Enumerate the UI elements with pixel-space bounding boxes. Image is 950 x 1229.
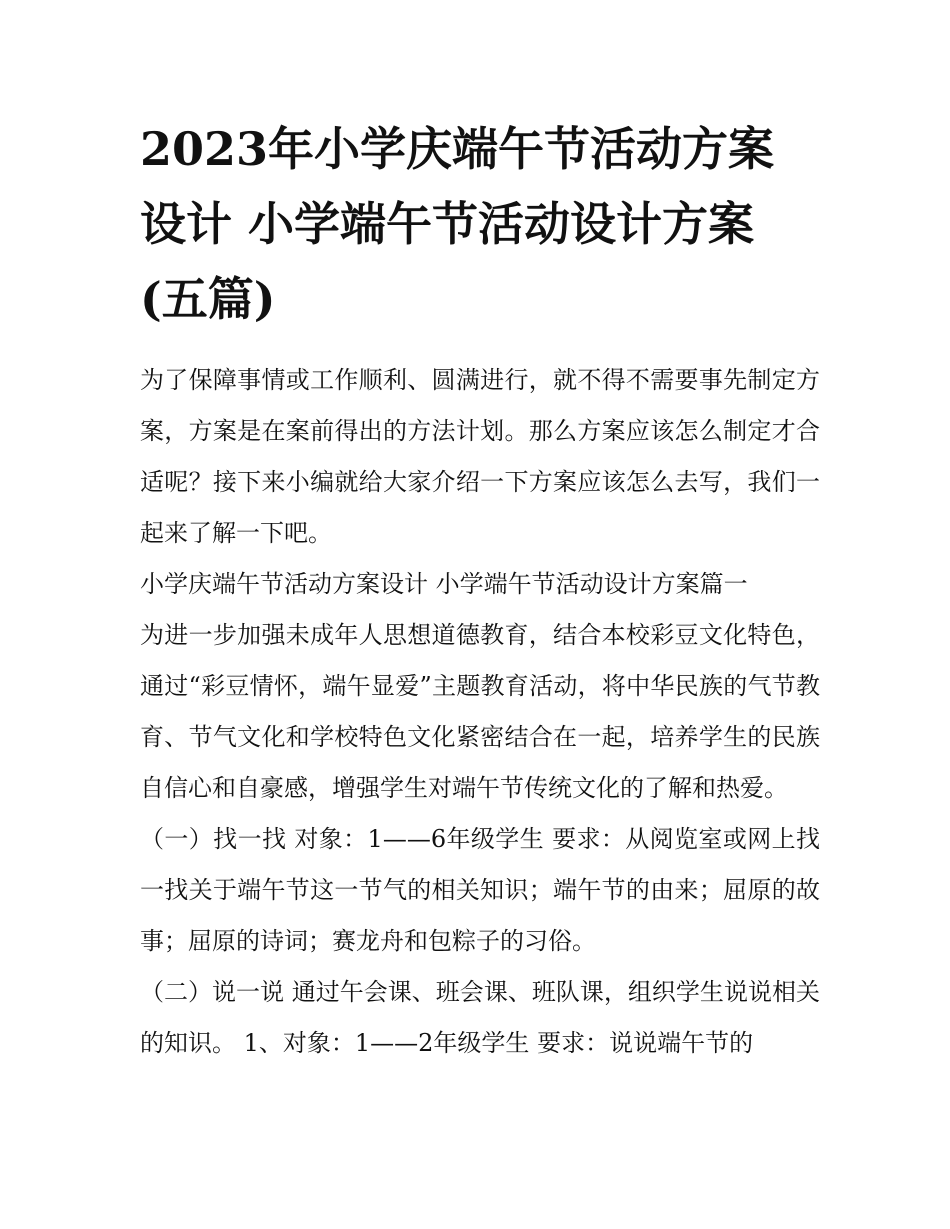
body-paragraph-2: （一）找一找 对象：1——6年级学生 要求：从阅览室或网上找一找关于端午节这一节气的相关知识；端午节的由来；屈原的故事；屈原的诗词；赛龙舟和包粽子的习俗。 (140, 825, 820, 955)
intro-paragraph: 为了保障事情或工作顺利、圆满进行，就不得不需要事先制定方案，方案是在案前得出的方法计划。那么方案应该怎么制定才合适呢？接下来小编就给大家介绍一下方案应该怎么去写，我们一起来了解一下吧。 (140, 366, 820, 547)
body-paragraph-3: （二）说一说 通过午会课、班会课、班队课，组织学生说说相关的知识。 1、对象：1——2年级学生 要求：说说端午节的 (140, 978, 820, 1057)
document-content (140, 112, 820, 1069)
body-paragraph-1: 为进一步加强未成年人思想道德教育，结合本校彩豆文化特色，通过“彩豆情怀，端午显爱”主题教育活动，将中华民族的气节教育、节气文化和学校特色文化紧密结合在一起，培养学生的民族自信心和自豪感，增强学生对端午节传统文化的了解和热爱。 (140, 621, 820, 802)
section-heading: 小学庆端午节活动方案设计 小学端午节活动设计方案篇一 (140, 570, 748, 598)
document-title: 2023年小学庆端午节活动方案设计 小学端午节活动设计方案(五篇) (140, 122, 775, 326)
